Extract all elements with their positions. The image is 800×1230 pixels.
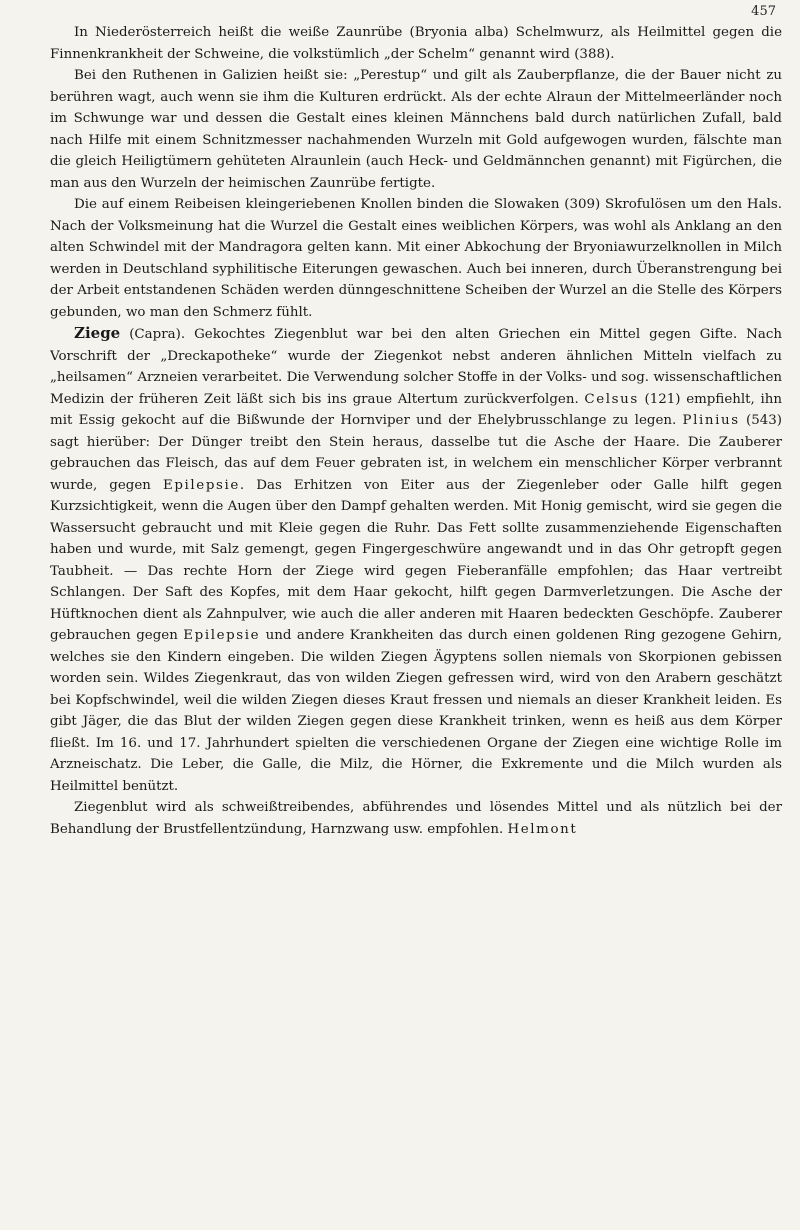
paragraph	[50, 22, 782, 65]
text-segment: Bei den Ruthenen in Galizien heißt sie: „Perestup“ und gilt als Zauberpflanze, die der Bauer nicht zu berühren wagt, auch wenn sie ihm die Kulturen erdrückt. Als der echte Alraun der Mittelmeerländer noch im Schwunge war und dessen die Gestalt eines kleinen Männchens bald durch natürlichen Zufall, bald nach Hilfe mit einem Schnitzmesser nachahmenden Wurzeln mit Gold aufgewogen wurden, fälschte man die gleich Heiligtümern gehüteten Alraunlein (auch Heck- und Geldmännchen genannt) mit Figürchen, die man aus den Wurzeln der heimischen Zaunrübe fertigte.	[50, 68, 782, 191]
author-name: Celsus	[584, 391, 639, 407]
author-name: Epilepsie	[183, 628, 261, 643]
text-segment: (543) sagt hierüber: Der Dünger treibt den Stein heraus, dasselbe tut die Asche der Haare. Die Zauberer gebrauchen das Fleisch, das auf dem Feuer gebraten ist, in welchem ein menschlicher Körper verbrannt wurde, gegen	[50, 413, 783, 493]
text-segment: (Capra). Gekochtes Ziegenblut war bei den alten Griechen ein Mittel gegen Gifte. Nach Vorschrift der „Dreckapotheke“ wurde der Ziegenkot nebst anderen ähnlichen Mitteln vielfach zu „heilsamen“ Arzneien verarbeitet. Die Verwendung solcher Stoffe in der Volks- und sog. wissenschaftlichen Medizin der früheren Zeit läßt sich bis ins graue Altertum zurückverfolgen.	[50, 327, 782, 407]
paragraph	[50, 194, 782, 323]
text-segment: Ziegenblut wird als schweißtreibendes, abführendes und lösendes Mittel und als nützlich bei der Behandlung der Brustfellentzündung, Harnzwang usw. empfohlen.	[50, 800, 782, 837]
paragraph	[50, 323, 782, 797]
paragraph	[50, 65, 782, 194]
text-segment: . Das Erhitzen von Eiter aus der Ziegenleber oder Galle hilft gegen Kurzsichtigkeit, wenn die Augen über den Dampf gehalten werden. Mit Honig gemischt, wird sie gegen die Wassersucht gebraucht und mit Kleie gegen die Ruhr. Das Fett sollte zusammenziehende Eigenschaften haben und wurde, mit Salz gemengt, gegen Fingergeschwüre angewandt und in das Ohr getropft gegen Taubheit. — Das rechte Horn der Ziege wird gegen Fieberanfälle empfohlen; das Haar vertreibt Schlangen. Der Saft des Kopfes, mit dem Haar gekocht, hilft gegen Darmverletzungen. Die Asche der Hüftknochen dient als Zahnpulver, wie auch die aller anderen mit Haaren bedeckten Geschöpfe. Zauberer gebrauchen gegen	[50, 477, 782, 643]
text-segment: Die auf einem Reibeisen kleingeriebenen Knollen binden die Slowaken (309) Skrofulösen um den Hals. Nach der Volksmeinung hat die Wurzel die Gestalt eines weiblichen Körpers, was wohl als Anklang an den alten Schwindel mit der Mandragora gelten kann. Mit einer Abkochung der Bryoniawurzelknollen in Milch werden in Deutschland syphilitische Eiterungen gewaschen. Auch bei inneren, durch Überanstrengung bei der Arbeit entstandenen Schäden werden dünngeschnittene Scheiben der Wurzel an die Stelle des Körpers gebunden, wo man den Schmerz fühlt.	[50, 197, 782, 320]
entry-keyword: Ziege	[74, 324, 121, 342]
text-segment: In Niederösterreich heißt die weiße Zaunrübe (Bryonia alba) Schelmwurz, als Heilmittel gegen die Finnenkrankheit der Schweine, die volkstümlich „der Schelm“ genannt wird (388).	[50, 25, 782, 62]
body-text	[50, 22, 782, 840]
text-segment: und andere Krankheiten das durch einen goldenen Ring gezogene Gehirn, welches sie den Kindern eingeben. Die wilden Ziegen Ägyptens sollen niemals von Skorpionen gebissen worden sein. Wildes Ziegenkraut, das von wilden Ziegen gefressen wird, wird von den Arabern geschätzt bei Kopfschwindel, weil die wilden Ziegen dieses Kraut fressen und niemals an dieser Krankheit leiden. Es gibt Jäger, die das Blut der wilden Ziegen gegen diese Krankheit trinken, wenn es heiß aus dem Körper fließt. Im 16. und 17. Jahrhundert spielten die verschiedenen Organe der Ziegen eine wichtige Rolle im Arzneischatz. Die Leber, die Galle, die Milz, die Hörner, die Exkremente und die Milch wurden als Heilmittel benützt.	[50, 628, 782, 794]
author-name: Plinius	[682, 413, 740, 428]
page-number: 457	[751, 4, 776, 19]
text-segment: (121) empfiehlt, ihn mit Essig gekocht auf die Bißwunde der Hornviper und der Ehelybrusschlange zu legen.	[50, 391, 783, 428]
paragraph	[50, 797, 782, 840]
author-name: Helmont	[507, 821, 578, 837]
author-name: Epilepsie	[163, 477, 240, 493]
